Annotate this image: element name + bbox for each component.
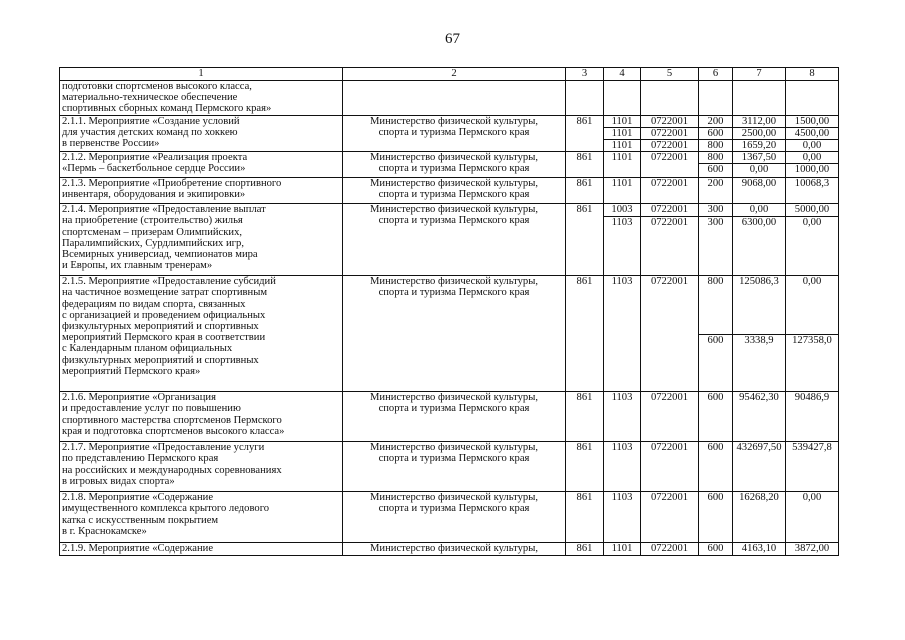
amount-cell: 4500,00 xyxy=(786,128,838,140)
header-cell: 8 xyxy=(786,68,839,81)
code-cell: 0722001 xyxy=(650,140,689,152)
amount-cell: 16268,20 xyxy=(733,492,786,543)
code-cell: 0722001 xyxy=(641,116,698,128)
activity-name: 2.1.6. Мероприятие «Организация и предоставление услуг по повышению спортивного мастерства спортсменов Пермского края и подготовка спортсменов высокого класса» xyxy=(60,392,343,442)
amount-cell: 5000,00 xyxy=(786,204,839,217)
amount-cell: 3872,00 xyxy=(786,543,839,556)
code-cell: 1101 xyxy=(611,140,633,152)
code-cell: 0722001 xyxy=(641,276,699,392)
amount-cell: 0,00 xyxy=(786,217,839,276)
code-cell: 1103 xyxy=(604,217,641,276)
header-cell: 1 xyxy=(60,68,343,81)
amount-cell: 1659,20 xyxy=(741,140,777,152)
code-cell: 861 xyxy=(566,152,604,178)
code-cell: 0722001 xyxy=(641,543,699,556)
header-cell: 7 xyxy=(733,68,786,81)
ministry-name: Министерство физической культуры, спорта и туризма Пермского края xyxy=(343,152,566,178)
activity-name: 2.1.8. Мероприятие «Содержание имущественного комплекса крытого ледового катка с искусственным покрытием в г. Краснокамске» xyxy=(60,492,343,543)
code-cell: 200 xyxy=(699,116,732,128)
amount-cell: 432697,50 xyxy=(733,442,786,492)
ministry-name: Министерство физической культуры, xyxy=(343,543,566,556)
code-cell: 600 xyxy=(699,543,733,556)
amount-cell: 4163,10 xyxy=(733,543,786,556)
amount-cell: 3338,9 xyxy=(733,335,786,392)
budget-table xyxy=(59,67,839,556)
code-cell: 300 xyxy=(699,204,733,217)
code-cell: 861 xyxy=(566,276,604,392)
header-cell: 6 xyxy=(699,68,733,81)
code-cell: 1101 xyxy=(604,116,640,128)
code-cell: 600 xyxy=(699,442,733,492)
amount-cell: 95462,30 xyxy=(733,392,786,442)
code-cell: 1103 xyxy=(604,442,641,492)
ministry-name: Министерство физической культуры, спорта и туризма Пермского края xyxy=(343,204,566,276)
table-row xyxy=(60,392,839,442)
code-cell: 1003 xyxy=(604,204,641,217)
table-row xyxy=(60,152,839,178)
code-cell: 0722001 xyxy=(641,152,699,178)
table-header-row xyxy=(60,68,839,81)
code-cell: 0722001 xyxy=(641,492,699,543)
amount-cell: 1367,50 xyxy=(733,152,785,164)
activity-name: 2.1.5. Мероприятие «Предоставление субсидий на частичное возмещение затрат спортивным федерациям по видам спорта, связанных с организацией и проведением официальных физкультурных мероприятий и спортивных мероприятий Пермского края в соответствии с Календарным планом официальных физкультурных мероприятий и спортивных мероприятий Пермского края» xyxy=(60,276,343,392)
code-cell: 600 xyxy=(707,164,724,176)
code-cell: 1101 xyxy=(604,128,640,140)
header-cell: 5 xyxy=(641,68,699,81)
amount-cell: 125086,3 xyxy=(733,276,786,335)
code-cell: 1101 xyxy=(604,178,641,204)
header-cell: 3 xyxy=(566,68,604,81)
code-cell: 0722001 xyxy=(641,217,699,276)
code-cell: 1103 xyxy=(604,392,641,442)
ministry-name: Министерство физической культуры, спорта и туризма Пермского края xyxy=(343,442,566,492)
code-cell: 861 xyxy=(566,442,604,492)
code-cell: 1101 xyxy=(604,543,641,556)
activity-name: 2.1.4. Мероприятие «Предоставление выплат на приобретение (строительство) жилья спортсменам – призерам Олимпийских, Паралимпийских, Сурдлимпийских игр, Всемирных универсиад, чемпионатов мира и Европы, их главным тренерам» xyxy=(60,204,343,276)
ministry-name: Министерство физической культуры, спорта и туризма Пермского края xyxy=(343,492,566,543)
code-cell: 300 xyxy=(699,217,733,276)
amount-cell: 0,00 xyxy=(786,152,838,164)
code-cell: 600 xyxy=(699,492,733,543)
code-cell: 861 xyxy=(566,115,604,152)
code-cell: 861 xyxy=(566,178,604,204)
code-cell: 861 xyxy=(566,204,604,276)
code-cell: 200 xyxy=(699,178,733,204)
amount-cell: 0,00 xyxy=(802,140,822,152)
amount-cell: 1000,00 xyxy=(794,164,830,176)
code-cell: 0722001 xyxy=(641,204,699,217)
amount-cell: 1500,00 xyxy=(786,116,838,128)
code-cell: 861 xyxy=(566,492,604,543)
ministry-name: Министерство физической культуры, спорта и туризма Пермского края xyxy=(343,276,566,392)
page-number: 67 xyxy=(445,31,460,47)
amount-cell: 0,00 xyxy=(733,204,786,217)
table-row xyxy=(60,81,839,116)
table-row xyxy=(60,204,839,217)
code-cell: 1103 xyxy=(604,492,641,543)
activity-name: 2.1.7. Мероприятие «Предоставление услуги по представлению Пермского края на российских и международных соревнованиях в игровых видах спорта» xyxy=(60,442,343,492)
code-cell: 0722001 xyxy=(641,128,698,140)
table-row xyxy=(60,276,839,335)
table-row xyxy=(60,178,839,204)
code-cell: 800 xyxy=(699,152,732,164)
ministry-name: Министерство физической культуры, спорта и туризма Пермского края xyxy=(343,115,566,152)
activity-name: 2.1.2. Мероприятие «Реализация проекта «Пермь – баскетбольное сердце России» xyxy=(60,152,343,178)
amount-cell: 3112,00 xyxy=(733,116,785,128)
amount-cell: 0,00 xyxy=(786,492,839,543)
code-cell: 600 xyxy=(699,128,732,140)
code-cell: 800 xyxy=(699,276,733,335)
ministry-name: Министерство физической культуры, спорта и туризма Пермского края xyxy=(343,178,566,204)
code-cell: 1101 xyxy=(604,152,641,178)
header-cell: 4 xyxy=(604,68,641,81)
amount-cell: 539427,8 xyxy=(786,442,839,492)
code-cell: 0722001 xyxy=(641,178,699,204)
activity-name: 2.1.9. Мероприятие «Содержание xyxy=(60,543,343,556)
code-cell: 861 xyxy=(566,392,604,442)
amount-cell: 6300,00 xyxy=(733,217,786,276)
amount-cell: 0,00 xyxy=(786,276,839,335)
code-cell: 1103 xyxy=(604,276,641,392)
code-cell: 600 xyxy=(699,392,733,442)
amount-cell: 0,00 xyxy=(749,164,769,176)
ministry-name: Министерство физической культуры, спорта и туризма Пермского края xyxy=(343,392,566,442)
table-row xyxy=(60,543,839,556)
amount-cell: 9068,00 xyxy=(733,178,786,204)
header-cell: 2 xyxy=(343,68,566,81)
code-cell: 0722001 xyxy=(641,392,699,442)
table-row xyxy=(60,492,839,543)
activity-name: 2.1.3. Мероприятие «Приобретение спортивного инвентаря, оборудования и экипировки» xyxy=(60,178,343,204)
amount-cell: 2500,00 xyxy=(733,128,785,140)
code-cell: 800 xyxy=(707,140,724,152)
activity-name: подготовки спортсменов высокого класса, материально-техническое обеспечение спортивных сборных команд Пермского края» xyxy=(60,81,343,116)
activity-name: 2.1.1. Мероприятие «Создание условий для участия детских команд по хоккею в первенстве России» xyxy=(60,115,343,152)
amount-cell: 90486,9 xyxy=(786,392,839,442)
amount-cell: 127358,0 xyxy=(786,335,839,392)
code-cell: 0722001 xyxy=(641,442,699,492)
table-row xyxy=(60,115,839,152)
amount-cell: 10068,3 xyxy=(786,178,839,204)
code-cell: 861 xyxy=(566,543,604,556)
table-row xyxy=(60,442,839,492)
code-cell: 600 xyxy=(699,335,733,392)
